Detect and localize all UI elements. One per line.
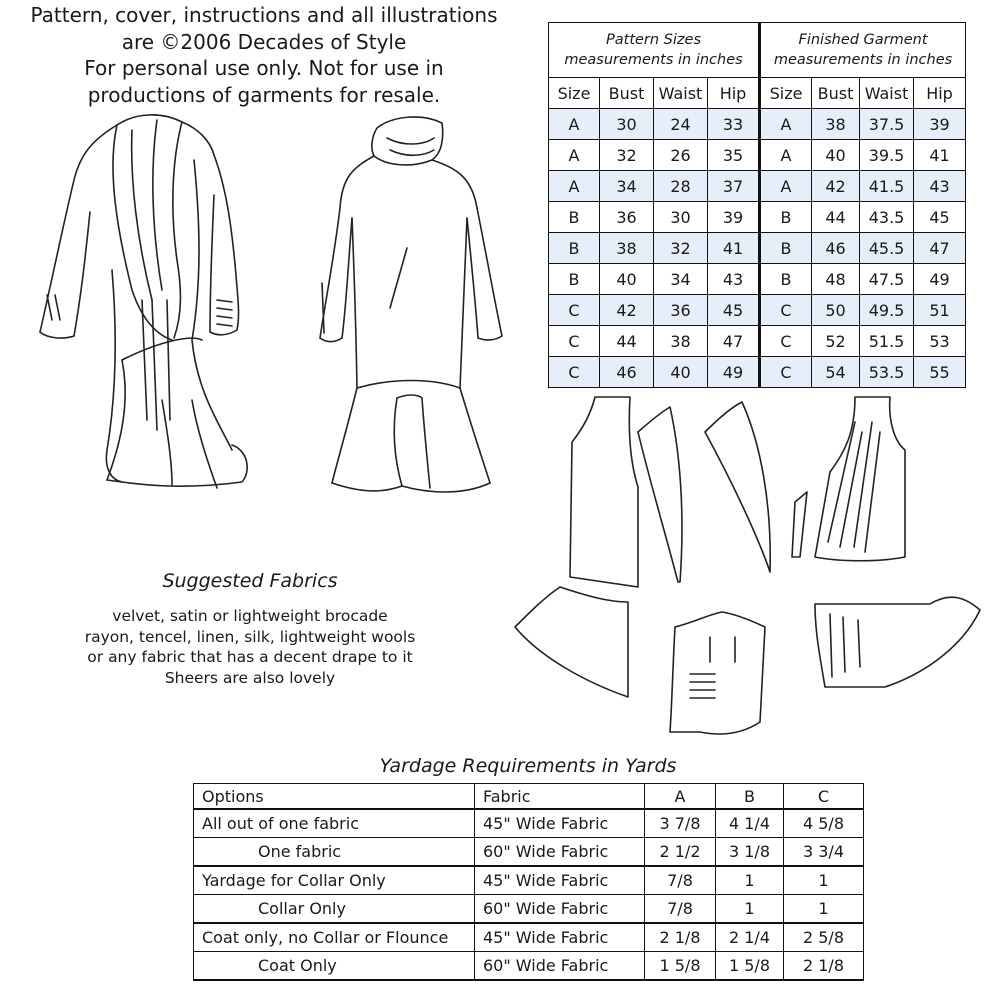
table-cell: Collar Only <box>194 895 475 924</box>
table-cell: C <box>760 357 812 388</box>
table-cell: 1 <box>784 866 864 895</box>
column-header: Bust <box>812 78 860 109</box>
table-cell: 40 <box>812 140 860 171</box>
fabric-line: Sheers are also lovely <box>164 668 336 687</box>
table-row <box>194 923 864 952</box>
table-cell: 41.5 <box>860 171 914 202</box>
pattern-sizes-title: Pattern Sizes <box>606 32 702 48</box>
column-header: Hip <box>914 78 966 109</box>
table-cell: 39.5 <box>860 140 914 171</box>
column-header: Waist <box>654 78 708 109</box>
table-cell: B <box>760 264 812 295</box>
table-row <box>549 357 966 388</box>
table-cell: 46 <box>812 233 860 264</box>
yardage-header-row <box>194 784 864 810</box>
table-cell: 45" Wide Fabric <box>475 923 645 952</box>
table-cell: 53.5 <box>860 357 914 388</box>
size-chart-table <box>548 22 966 388</box>
table-cell: A <box>760 171 812 202</box>
table-cell: Coat only, no Collar or Flounce <box>194 923 475 952</box>
table-cell: 47 <box>914 233 966 264</box>
table-cell: 37.5 <box>860 109 914 140</box>
table-cell: 30 <box>600 109 654 140</box>
table-row <box>194 866 864 895</box>
pattern-sizes-header <box>549 23 760 78</box>
table-cell: C <box>760 295 812 326</box>
table-cell: 30 <box>654 202 708 233</box>
table-cell: 60" Wide Fabric <box>475 952 645 981</box>
column-header: Options <box>194 784 475 810</box>
table-cell: 42 <box>812 171 860 202</box>
column-header: B <box>716 784 784 810</box>
table-cell: 7/8 <box>645 895 716 924</box>
column-header: Bust <box>600 78 654 109</box>
table-cell: C <box>549 357 600 388</box>
table-cell: 38 <box>654 326 708 357</box>
table-cell: 42 <box>600 295 654 326</box>
coat-front-illustration <box>22 100 262 520</box>
table-cell: 51.5 <box>860 326 914 357</box>
table-cell: 52 <box>812 326 860 357</box>
column-header: Size <box>760 78 812 109</box>
table-cell: 50 <box>812 295 860 326</box>
table-cell: 2 5/8 <box>784 923 864 952</box>
table-cell: 43 <box>914 171 966 202</box>
table-cell: 45 <box>914 202 966 233</box>
table-cell: 2 1/8 <box>645 923 716 952</box>
table-cell: C <box>760 326 812 357</box>
table-cell: B <box>760 233 812 264</box>
column-header: A <box>645 784 716 810</box>
finished-garment-title: Finished Garment <box>798 32 928 48</box>
table-cell: 43.5 <box>860 202 914 233</box>
column-header: Size <box>549 78 600 109</box>
finished-garment-header <box>760 23 966 78</box>
table-cell: 48 <box>812 264 860 295</box>
table-cell: 2 1/8 <box>784 952 864 981</box>
table-row <box>194 895 864 924</box>
table-cell: 7/8 <box>645 866 716 895</box>
table-cell: 60" Wide Fabric <box>475 838 645 867</box>
table-cell: 32 <box>600 140 654 171</box>
fabric-line: or any fabric that has a decent drape to it <box>87 648 413 666</box>
table-cell: 1 5/8 <box>716 952 784 981</box>
suggested-fabrics <box>60 570 440 688</box>
table-cell: 2 1/4 <box>716 923 784 952</box>
table-cell: 26 <box>654 140 708 171</box>
table-cell: 41 <box>914 140 966 171</box>
table-cell: 34 <box>600 171 654 202</box>
table-cell: 4 5/8 <box>784 809 864 838</box>
table-cell: 40 <box>600 264 654 295</box>
table-cell: 47 <box>708 326 760 357</box>
table-cell: B <box>549 264 600 295</box>
table-row <box>549 202 966 233</box>
table-cell: A <box>549 140 600 171</box>
table-cell: 4 1/4 <box>716 809 784 838</box>
yardage-table <box>193 783 864 981</box>
pattern-sizes-subtitle: measurements in inches <box>564 52 743 68</box>
size-chart-header-row <box>549 78 966 109</box>
table-cell: 45.5 <box>860 233 914 264</box>
table-cell: 41 <box>708 233 760 264</box>
copyright-line: For personal use only. Not for use in <box>84 56 444 80</box>
table-cell: 32 <box>654 233 708 264</box>
table-cell: 3 1/8 <box>716 838 784 867</box>
table-cell: 47.5 <box>860 264 914 295</box>
table-cell: One fabric <box>194 838 475 867</box>
table-cell: 53 <box>914 326 966 357</box>
table-cell: C <box>549 326 600 357</box>
table-cell: 1 <box>716 895 784 924</box>
table-cell: A <box>549 109 600 140</box>
column-header: Waist <box>860 78 914 109</box>
yardage-title: Yardage Requirements in Yards <box>379 755 677 777</box>
table-cell: 54 <box>812 357 860 388</box>
table-cell: 43 <box>708 264 760 295</box>
table-cell: B <box>760 202 812 233</box>
table-cell: 49 <box>914 264 966 295</box>
table-cell: C <box>549 295 600 326</box>
table-cell: 49.5 <box>860 295 914 326</box>
table-cell: 1 5/8 <box>645 952 716 981</box>
table-cell: 37 <box>708 171 760 202</box>
suggested-fabrics-title: Suggested Fabrics <box>162 570 338 592</box>
table-cell: All out of one fabric <box>194 809 475 838</box>
table-row <box>194 809 864 838</box>
fabric-line: velvet, satin or lightweight brocade <box>112 607 388 625</box>
column-header: Fabric <box>475 784 645 810</box>
table-cell: A <box>549 171 600 202</box>
size-chart-group-row <box>549 23 966 78</box>
column-header: Hip <box>708 78 760 109</box>
column-header: C <box>784 784 864 810</box>
table-cell: B <box>549 202 600 233</box>
table-cell: 1 <box>784 895 864 924</box>
table-cell: 39 <box>708 202 760 233</box>
table-cell: 38 <box>812 109 860 140</box>
table-cell: 45" Wide Fabric <box>475 866 645 895</box>
table-cell: Coat Only <box>194 952 475 981</box>
table-cell: 55 <box>914 357 966 388</box>
table-cell: 36 <box>600 202 654 233</box>
table-cell: B <box>549 233 600 264</box>
table-row <box>549 171 966 202</box>
table-cell: 44 <box>600 326 654 357</box>
table-cell: 44 <box>812 202 860 233</box>
table-row <box>194 952 864 981</box>
table-cell: 2 1/2 <box>645 838 716 867</box>
coat-back-illustration <box>312 98 512 518</box>
fabric-line: rayon, tencel, linen, silk, lightweight wools <box>84 627 416 646</box>
table-cell: 28 <box>654 171 708 202</box>
copyright-line: Pattern, cover, instructions and all illustrations <box>30 3 498 27</box>
pattern-pieces-illustration <box>510 392 990 752</box>
table-cell: 39 <box>914 109 966 140</box>
table-cell: 3 3/4 <box>784 838 864 867</box>
table-cell: 49 <box>708 357 760 388</box>
table-cell: 3 7/8 <box>645 809 716 838</box>
table-row <box>549 264 966 295</box>
table-cell: 38 <box>600 233 654 264</box>
copyright-notice <box>10 2 518 108</box>
table-cell: Yardage for Collar Only <box>194 866 475 895</box>
table-cell: 34 <box>654 264 708 295</box>
table-cell: 46 <box>600 357 654 388</box>
table-cell: 40 <box>654 357 708 388</box>
table-cell: 1 <box>716 866 784 895</box>
table-row <box>549 109 966 140</box>
table-cell: 36 <box>654 295 708 326</box>
table-cell: 45 <box>708 295 760 326</box>
table-cell: 24 <box>654 109 708 140</box>
table-row <box>549 326 966 357</box>
table-cell: 45" Wide Fabric <box>475 809 645 838</box>
copyright-line: productions of garments for resale. <box>87 82 441 107</box>
table-cell: A <box>760 109 812 140</box>
table-cell: 33 <box>708 109 760 140</box>
table-row <box>194 838 864 867</box>
copyright-line: are ©2006 Decades of Style <box>121 29 407 54</box>
table-row <box>549 233 966 264</box>
finished-garment-subtitle: measurements in inches <box>773 52 953 68</box>
table-row <box>549 295 966 326</box>
table-row <box>549 140 966 171</box>
table-cell: 51 <box>914 295 966 326</box>
table-cell: A <box>760 140 812 171</box>
table-cell: 60" Wide Fabric <box>475 895 645 924</box>
table-cell: 35 <box>708 140 760 171</box>
